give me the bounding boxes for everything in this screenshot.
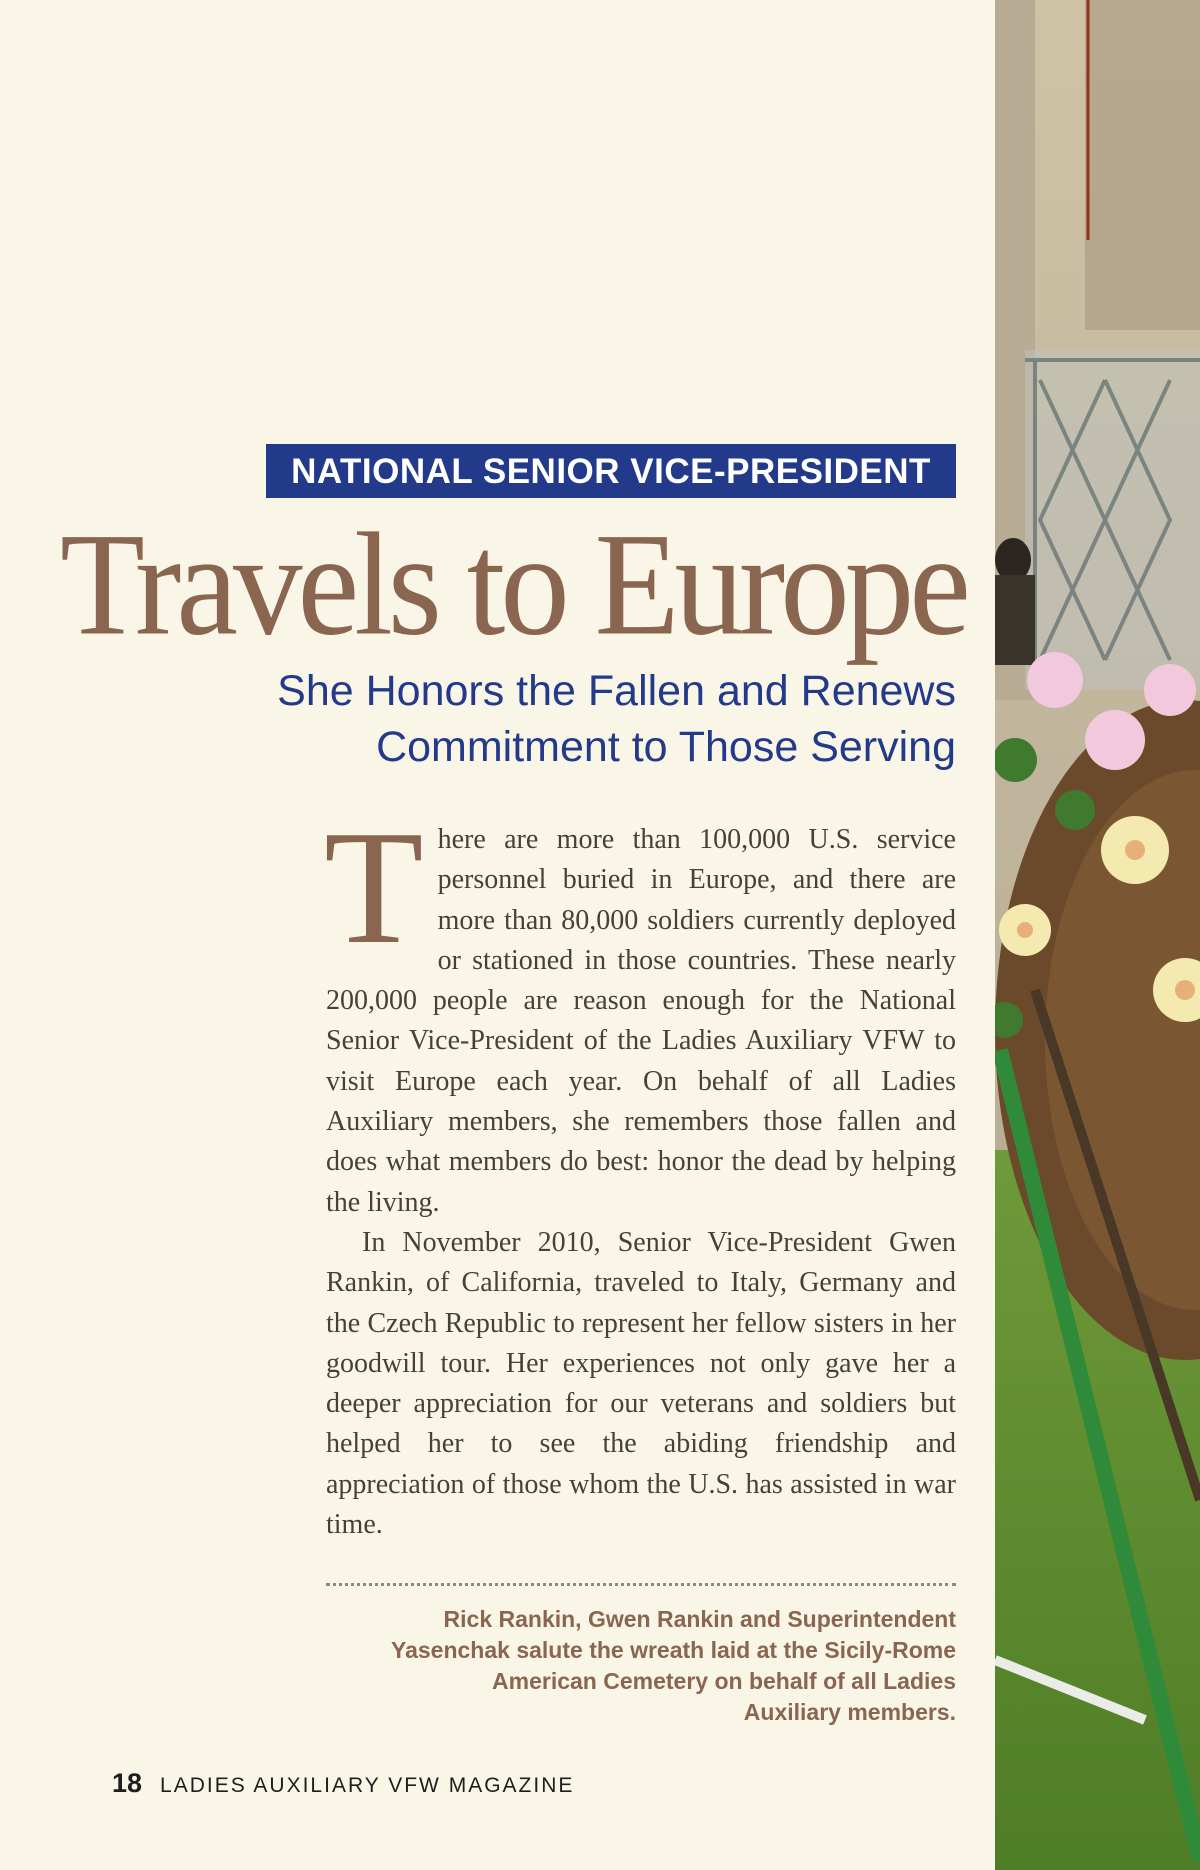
paragraph-2: In November 2010, Senior Vice-President Gwen Rankin, of California, traveled to Italy, Germany and the Czech Republic to represent her fellow sisters in her goodwill tour. Her experiences not only gave her a deeper appreciation for our veterans and soldiers but helped her to see the abiding friendship and appreciation of those whom the U.S. has assisted in war time. — [326, 1226, 956, 1541]
subtitle-line-1: She Honors the Fallen and Renews — [277, 667, 956, 715]
caption-divider — [326, 1583, 956, 1586]
page-number: 18 — [112, 1768, 143, 1798]
wreath-photo — [995, 0, 1200, 1870]
caption-line-4: Auxiliary members. — [743, 1699, 956, 1725]
subtitle-line-2: Commitment to Those Serving — [376, 723, 956, 771]
section-kicker: NATIONAL SENIOR VICE-PRESIDENT — [266, 444, 956, 498]
caption-line-2: Yasenchak salute the wreath laid at the Sicily-Rome — [391, 1637, 956, 1663]
article-body — [324, 798, 956, 1545]
paragraph-1-text: here are more than 100,000 U.S. service personnel buried in Europe, and there are more than 80,000 soldiers currently deployed or stationed in those countries. These nearly 200,000 people are reason enough for the National Senior Vice-President of the Ladies Auxiliary VFW to visit Europe each year. On behalf of all Ladies Auxiliary members, she remembers those fallen and does what members do best: honor the dead by helping the living. — [326, 824, 956, 1218]
magazine-name: LADIES AUXILIARY VFW MAGAZINE — [160, 1774, 575, 1797]
drop-cap: T — [324, 798, 424, 978]
page-footer — [112, 1768, 574, 1804]
caption-line-1: Rick Rankin, Gwen Rankin and Superintendent — [443, 1606, 956, 1632]
paragraph-1 — [324, 798, 956, 1223]
subtitle — [150, 663, 956, 775]
photo-caption — [326, 1604, 956, 1728]
caption-line-3: American Cemetery on behalf of all Ladies — [492, 1668, 956, 1694]
page-title: Travels to Europe — [60, 503, 966, 667]
